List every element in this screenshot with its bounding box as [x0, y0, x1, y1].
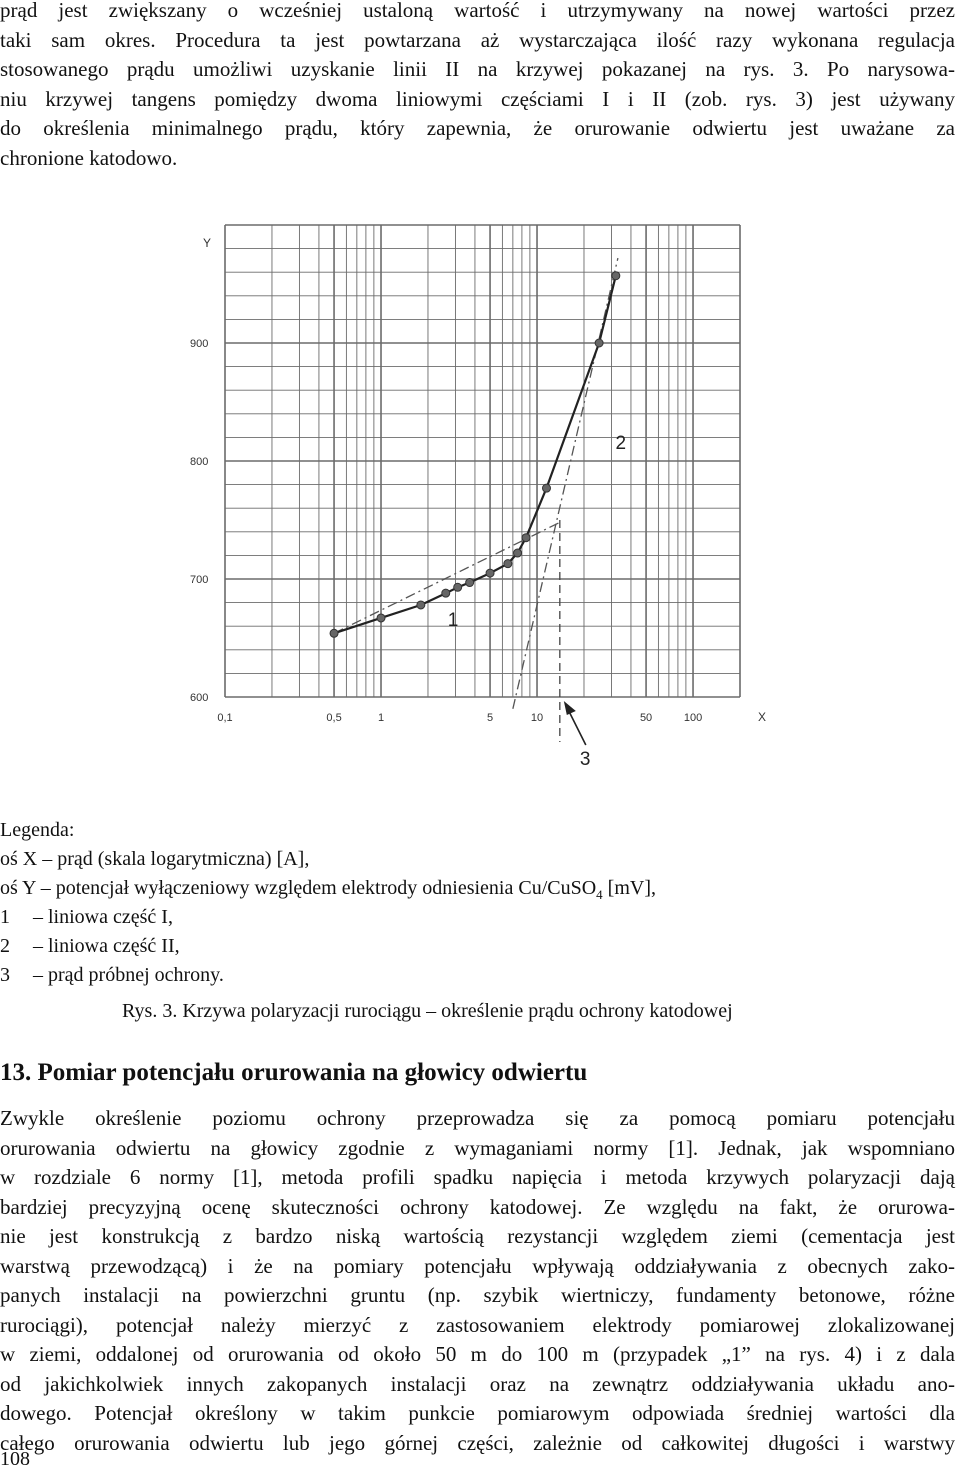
data-point: [522, 534, 530, 542]
x-tick-label: 5: [486, 712, 494, 724]
legend-axis-x: oś X – prąd (skala logarytmiczna) [A],: [0, 848, 310, 870]
data-point: [417, 601, 425, 609]
y-tick-label: 600: [190, 692, 209, 704]
body-line: panych instalacji na powierzchni gruntu (np. szybik wiertniczy, fundamenty betonowe, różne: [0, 1283, 955, 1307]
x-tick-label: 0,5: [326, 712, 342, 724]
legend-item-text: – prąd próbnej ochrony.: [33, 964, 224, 986]
chart-tick-labels: [190, 236, 766, 724]
intro-line: do określenia minimalnego prądu, który zapewnia, że orurowanie odwiertu jest uważane za: [0, 116, 955, 140]
legend-title: Legenda:: [0, 819, 75, 841]
data-point: [542, 484, 550, 492]
figure-caption: Rys. 3. Krzywa polaryzacji rurociągu – określenie prądu ochrony katodowej: [122, 1000, 733, 1022]
body-line: całego orurowania odwiertu lub jego górnej części, zależnie od całkowitej długości i warstwy: [0, 1430, 955, 1455]
body-line: bardziej precyzyjną ocenę skuteczności ochrony katodowej. Ze względu na fakt, że orurowa-: [0, 1194, 955, 1219]
data-point: [330, 629, 338, 637]
legend-item-2: [0, 935, 180, 958]
body-line: od jakichkolwiek innych zakopanych instalacji oraz na zewnątrz oddziaływania układu ano-: [0, 1371, 955, 1396]
legend-axis-y-sub: 4: [596, 887, 603, 902]
annotation-label-1: 1: [447, 610, 459, 632]
body-line: warstwą przewodzącą) i że na pomiary potencjału wpływają oddziaływania z obecnych zako-: [0, 1253, 955, 1278]
legend-item-text: – liniowa część II,: [33, 935, 180, 957]
section-heading: 13. Pomiar potencjału orurowania na głowicy odwiertu: [0, 1059, 588, 1086]
intro-paragraph: [0, 0, 955, 173]
y-tick-label: 700: [190, 574, 209, 586]
legend-axis-y-unit: [mV],: [602, 877, 656, 899]
data-point: [377, 614, 385, 622]
data-point: [454, 583, 462, 591]
annotation-label-3: 3: [579, 749, 591, 770]
intro-line: chronione katodowo.: [0, 145, 178, 170]
legend-item-num: 1: [0, 906, 10, 928]
y-tick-label: 900: [190, 338, 209, 350]
legend-item-1: [0, 906, 173, 929]
data-point: [514, 549, 522, 557]
body-line: Zwykle określenie poziomu ochrony przeprowadza się za pomocą pomiaru potencjału: [0, 1106, 955, 1130]
data-point: [442, 589, 450, 597]
data-point: [486, 569, 494, 577]
annotation-label-2: 2: [615, 433, 627, 455]
body-paragraph: [0, 1104, 955, 1458]
legend-item-num: 3: [0, 964, 10, 986]
intro-line: prąd jest zwiększany o wcześniej ustaloną wartość i utrzymywany na nowej wartości przez: [0, 0, 955, 22]
chart-tangent-lines: [334, 258, 618, 742]
annotation-arrow-head: [564, 701, 576, 715]
legend-item-text: – liniowa część I,: [33, 906, 173, 928]
data-point: [595, 339, 603, 347]
page-number: 108: [0, 1448, 30, 1470]
body-line: rurociągi), potencjał należy mierzyć z zastosowaniem elektrody pomiarowej zlokalizowanej: [0, 1312, 955, 1337]
legend-item-num: 2: [0, 935, 10, 957]
intro-line: stosowanego prądu umożliwi uzyskanie linii II na krzywej pokazanej na rys. 3. Po narysowa-: [0, 57, 955, 81]
chart-grid: [225, 225, 740, 697]
legend-axis-y: [0, 877, 656, 903]
data-point: [466, 579, 474, 587]
intro-line: niu krzywej tangens pomiędzy dwoma liniowymi częściami I i II (zob. rys. 3) jest używany: [0, 86, 955, 111]
body-line: w ziemi, oddalonej od orurowania od około 50 m do 100 m (przypadek „1” na rys. 4) i z dala: [0, 1342, 955, 1366]
x-tick-label: 0,1: [217, 712, 233, 724]
y-tick-label: 800: [190, 456, 209, 468]
x-tick-label: 10: [530, 712, 544, 724]
body-line: orurowania odwiertu na głowicy zgodnie z wymaganiami normy [1]. Jednak, jak wspomniano: [0, 1135, 955, 1160]
tangent-line: [513, 258, 618, 709]
legend-axis-y-text: oś Y – potencjał wyłączeniowy względem elektrody odniesienia Cu/CuSO: [0, 877, 597, 899]
x-tick-label: 1: [377, 712, 385, 724]
body-line: nie jest konstrukcją z bardzo niską wartością rezystancji względem ziemi (cementacja jest: [0, 1224, 955, 1248]
body-line: w rozdziale 6 normy [1], metoda profili spadku napięcia i metoda krzywych polaryzacji dają: [0, 1165, 955, 1189]
x-axis-label: X: [758, 710, 767, 724]
y-axis-label: Y: [203, 236, 212, 250]
polarization-chart: [180, 210, 780, 785]
body-line: dowego. Potencjał określony w takim punkcie pomiarowym odpowiada średniej wartości dla: [0, 1401, 955, 1425]
legend-item-3: [0, 964, 224, 987]
x-tick-label: 50: [639, 712, 653, 724]
x-tick-label: 100: [683, 712, 703, 724]
intro-line: taki sam okres. Procedura ta jest powtarzana aż wystarczająca ilość razy wykonana regulacja: [0, 27, 955, 52]
data-point: [504, 560, 512, 568]
data-point: [612, 272, 620, 280]
